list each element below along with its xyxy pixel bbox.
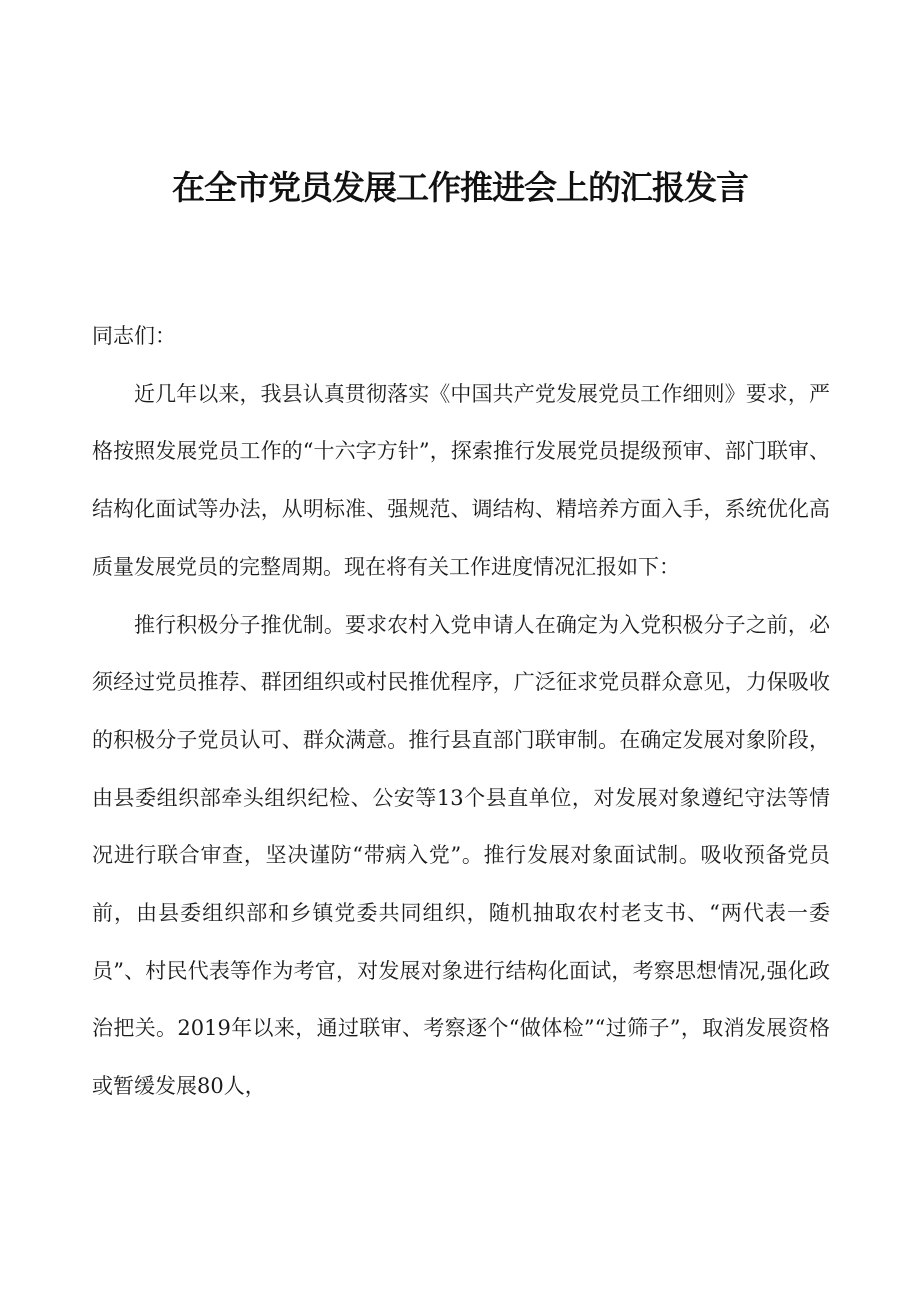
paragraph-intro: 近几年以来，我县认真贯彻落实《中国共产党发展党员工作细则》要求，严格按照发展党员工作的“十六字方针”，探索推行发展党员提级预审、部门联审、结构化面试等办法，从明标准、强规范、调结构、精培养方面入手，系统优化高质量发展党员的完整周期。现在将有关工作进度情况汇报如下： xyxy=(92,381,830,579)
document-body xyxy=(92,308,830,1116)
paragraph-recommendation-system: 推行积极分子推优制。要求农村入党申请人在确定为入党积极分子之前，必须经过党员推荐、群团组织或村民推优程序，广泛征求党员群众意见，力保吸收的积极分子党员认可、群众满意。推行县直部门联审制。在确定发展对象阶段，由县委组织部牵头组织纪检、公安等13个县直单位，对发展对象遵纪守法等情况进行联合审查，坚决谨防“带病入党”。推行发展对象面试制。吸收预备党员前，由县委组织部和乡镇党委共同组织，随机抽取农村老支书、“两代表一委员”、村民代表等作为考官，对发展对象进行结构化面试，考察思想情况,强化政治把关。2019年以来，通过联审、考察逐个“做体检”“过筛子”，取消发展资格或暂缓发展80人， xyxy=(92,612,830,1099)
salutation: 同志们： xyxy=(92,324,176,348)
document-title: 在全市党员发展工作推进会上的汇报发言 xyxy=(172,168,748,207)
